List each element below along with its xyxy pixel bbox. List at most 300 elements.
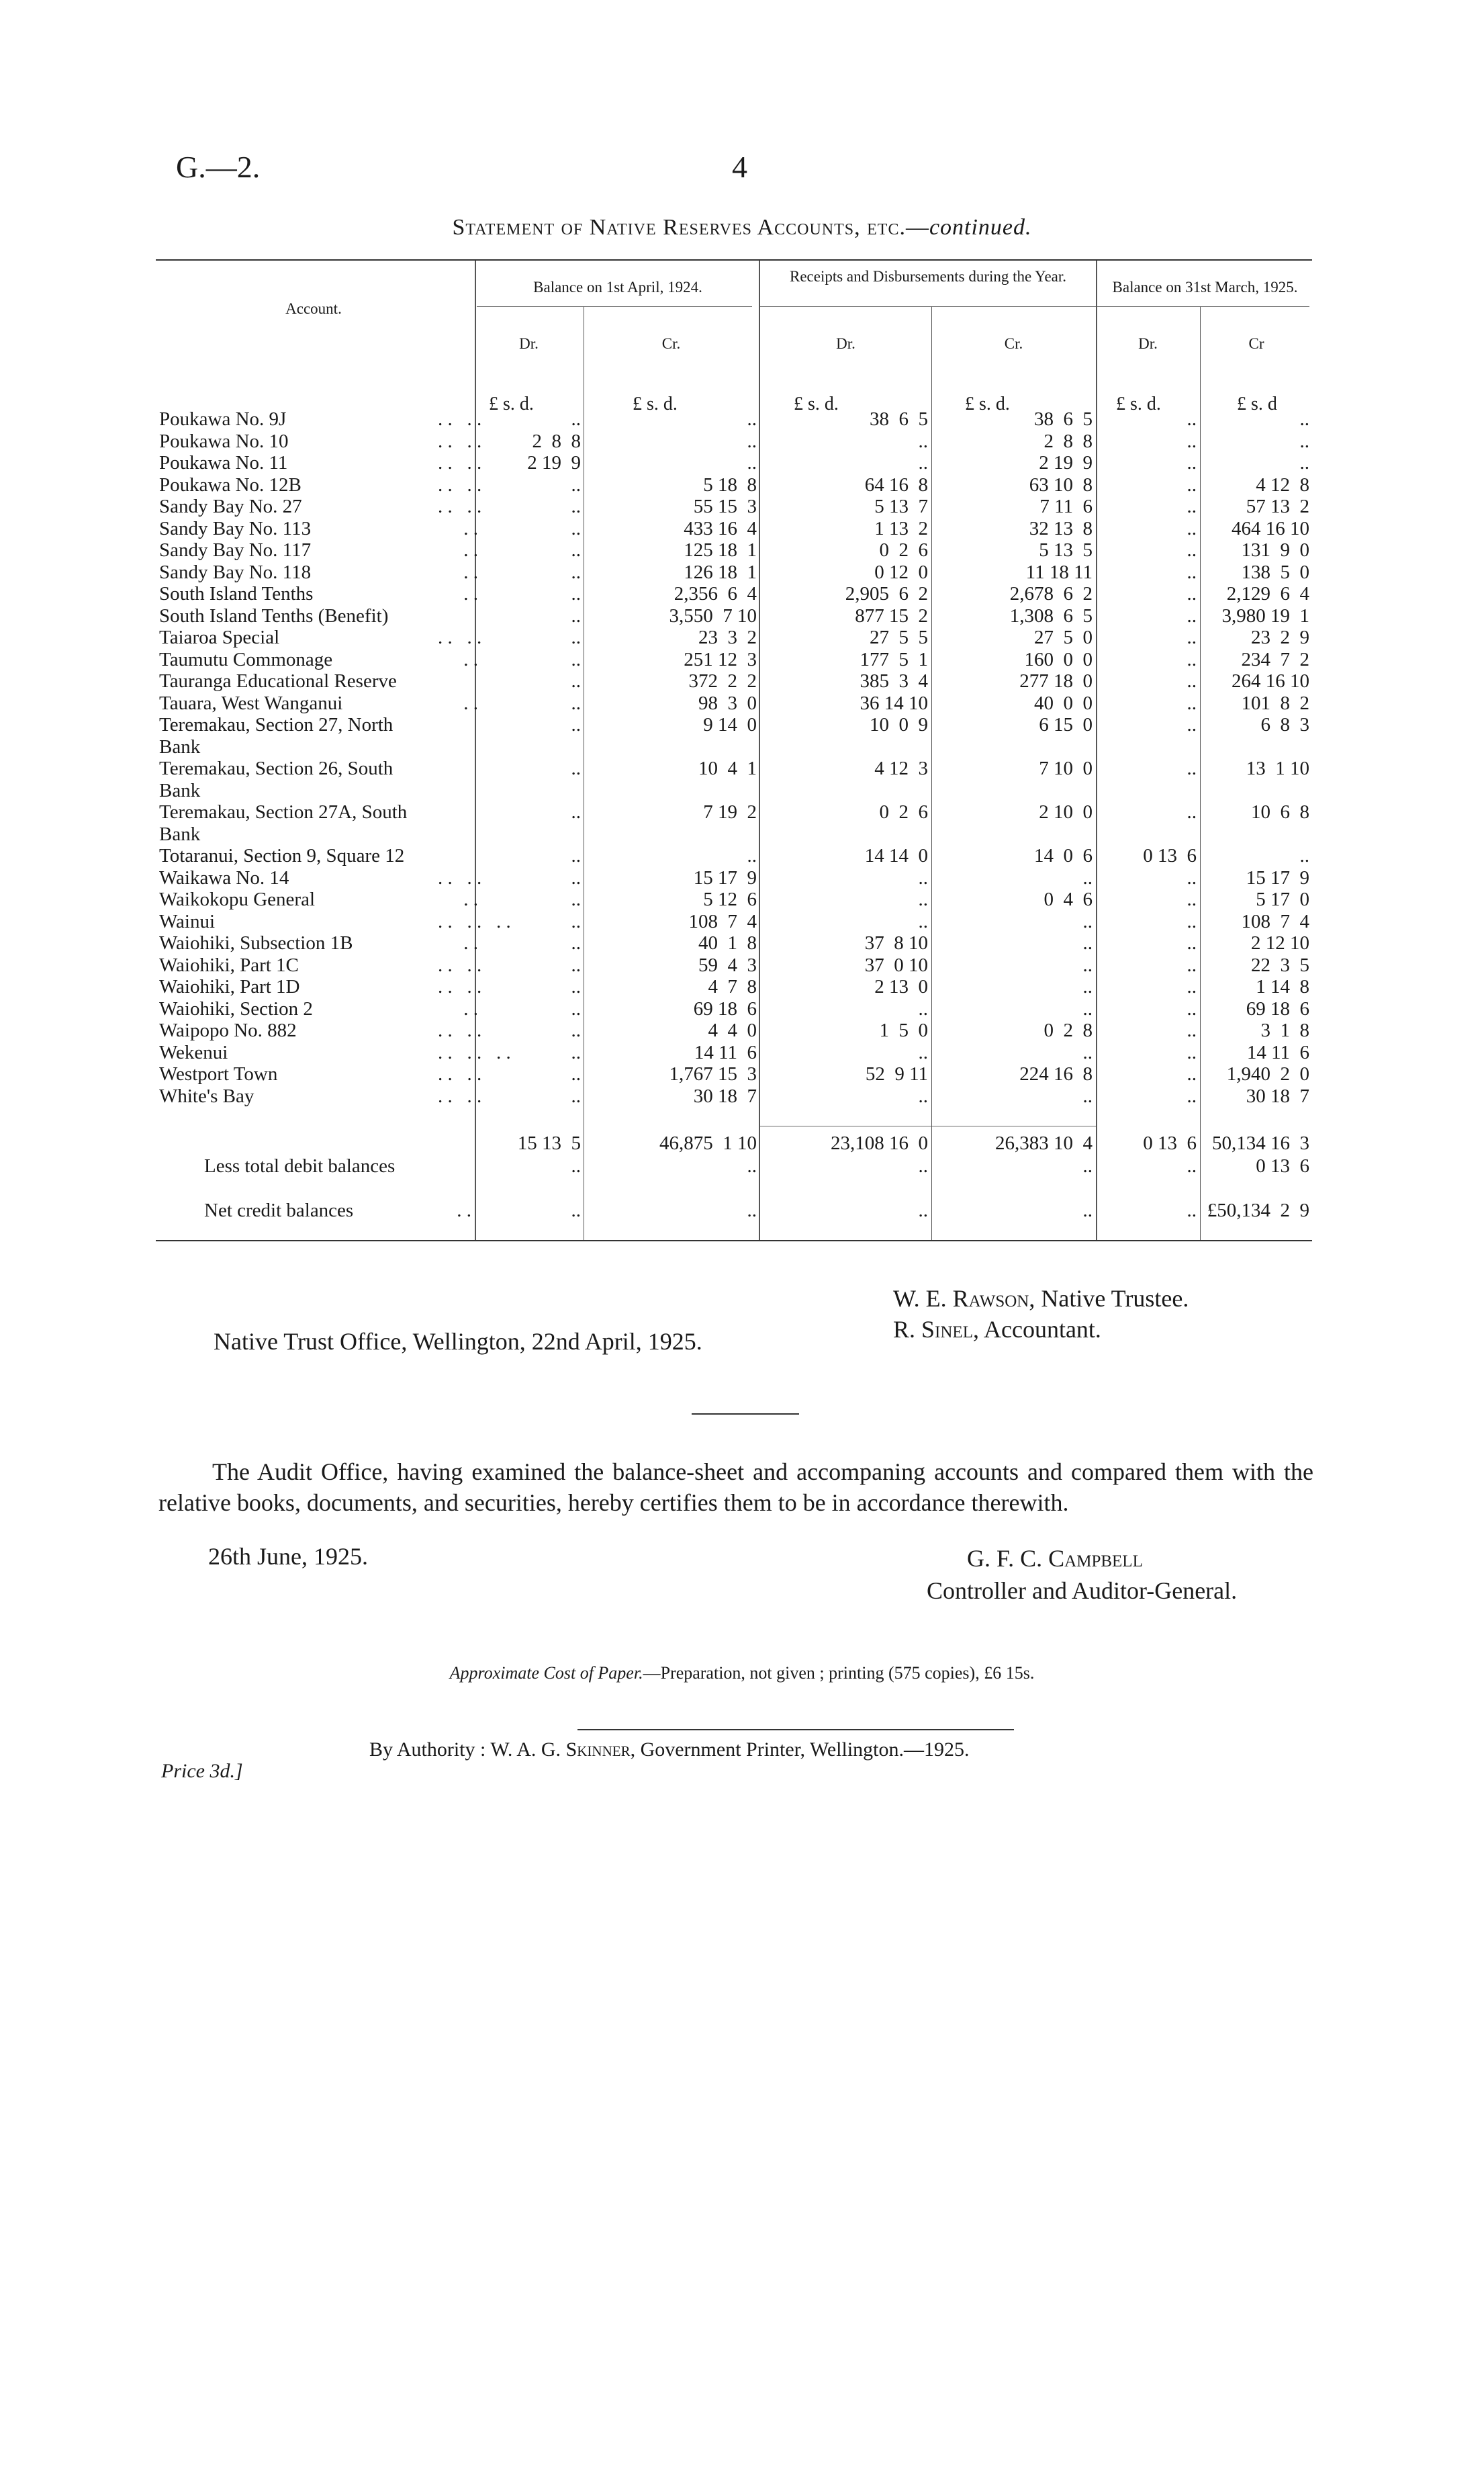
header-account: Account. bbox=[285, 300, 342, 317]
cell-start-dr: .. bbox=[571, 1020, 581, 1041]
cell-start-cr: .. bbox=[747, 430, 757, 452]
table-row bbox=[156, 1042, 1312, 1064]
cell-receipts-cr: 0 4 6 bbox=[1044, 889, 1093, 910]
cell-start-dr: .. bbox=[571, 474, 581, 496]
cell-start-dr: .. bbox=[571, 954, 581, 976]
leader-dots: . . . . bbox=[438, 627, 482, 648]
cell-end-dr: .. bbox=[1187, 954, 1197, 976]
accountant-name: Sinel bbox=[921, 1316, 973, 1343]
cell-start-cr: 125 18 1 bbox=[684, 539, 757, 561]
account-name: Waiohiki, Section 2 bbox=[159, 997, 313, 1020]
trustee-role: , Native Trustee. bbox=[1029, 1285, 1189, 1312]
cell-start-cr: 98 3 0 bbox=[698, 692, 757, 714]
table-row bbox=[156, 911, 1312, 933]
cell-end-cr: 22 3 5 bbox=[1251, 954, 1309, 976]
cell-receipts-cr: .. bbox=[1082, 932, 1093, 954]
signatories bbox=[893, 1283, 1189, 1345]
table-row bbox=[156, 496, 1312, 518]
currency-receipts-dr: £ s. d. bbox=[794, 394, 839, 414]
cell-start-dr: .. bbox=[571, 692, 581, 714]
cell-end-cr: 2,129 6 4 bbox=[1226, 583, 1309, 605]
cell-start-cr: 10 4 1 bbox=[698, 758, 757, 779]
audit-certificate: The Audit Office, having examined the balance-sheet and accompaning accounts and compared them with the relative books, documents, and securities, hereby certifies them to be in accordance therewith. bbox=[158, 1458, 1313, 1516]
account-name: White's Bay bbox=[159, 1085, 254, 1107]
cell-start-dr: .. bbox=[571, 605, 581, 627]
account-name: Totaranui, Section 9, Square 12 bbox=[159, 845, 405, 867]
cell-receipts-dr: .. bbox=[918, 430, 928, 452]
cell-end-dr: .. bbox=[1187, 1085, 1197, 1107]
cell-receipts-cr: .. bbox=[1082, 954, 1093, 976]
account-name: Wekenui bbox=[159, 1041, 228, 1063]
cell-receipts-cr: 0 2 8 bbox=[1044, 1020, 1093, 1041]
cell-start-dr: .. bbox=[571, 561, 581, 583]
page-number: 4 bbox=[732, 150, 747, 184]
cell-end-dr: .. bbox=[1187, 561, 1197, 583]
cell-receipts-cr: .. bbox=[1082, 867, 1093, 889]
cell-receipts-cr: 14 0 6 bbox=[1034, 845, 1093, 867]
cell-start-dr: 2 19 9 bbox=[527, 452, 581, 474]
leader-dots: . . . . bbox=[438, 452, 482, 474]
account-name: Teremakau, Section 26, South Bank bbox=[159, 758, 393, 801]
header-receipts-cr: Cr. bbox=[1004, 335, 1023, 352]
cell-end-dr: .. bbox=[1187, 1041, 1197, 1063]
table-row bbox=[156, 998, 1312, 1020]
table-row bbox=[156, 408, 1312, 431]
cell-end-dr: .. bbox=[1187, 692, 1197, 714]
account-name: Wainui bbox=[159, 910, 216, 932]
net-credit-label: Net credit balances bbox=[204, 1200, 354, 1221]
account-name: Taiaroa Special bbox=[159, 627, 280, 648]
cell-end-dr: .. bbox=[1187, 648, 1197, 670]
cell-start-cr: 14 11 6 bbox=[694, 1041, 757, 1063]
cell-start-dr: .. bbox=[571, 670, 581, 692]
table-row bbox=[156, 758, 1312, 801]
header-end-dr: Dr. bbox=[1138, 335, 1158, 352]
cell-receipts-cr: 277 18 0 bbox=[1019, 670, 1093, 692]
cell-start-cr: 55 15 3 bbox=[693, 496, 757, 517]
group-rule-end bbox=[1097, 306, 1309, 307]
authority-rule bbox=[577, 1729, 1014, 1730]
header-balance-end: Balance on 31st March, 1925. bbox=[1112, 279, 1298, 296]
account-name: Waipopo No. 882 bbox=[159, 1020, 297, 1041]
cell-receipts-cr: 7 11 6 bbox=[1039, 496, 1093, 517]
total-end-dr: 0 13 6 bbox=[1143, 1133, 1197, 1154]
cell-receipts-dr: .. bbox=[918, 867, 928, 889]
cell-receipts-cr: .. bbox=[1082, 997, 1093, 1020]
cell-end-cr: 1,940 2 0 bbox=[1226, 1063, 1309, 1085]
cell-start-dr: .. bbox=[571, 1085, 581, 1107]
leader-dots: . . . . . . bbox=[438, 910, 511, 932]
cell-end-cr: 464 16 10 bbox=[1232, 517, 1309, 539]
cell-end-cr: 15 17 9 bbox=[1246, 867, 1309, 889]
leader-dots: . . . . bbox=[438, 867, 482, 889]
cell-start-cr: 2,356 6 4 bbox=[674, 583, 757, 605]
account-name: Poukawa No. 11 bbox=[159, 452, 288, 474]
net-credit-dots: . . bbox=[457, 1200, 471, 1221]
net-end-cr: £50,134 2 9 bbox=[1207, 1200, 1309, 1221]
cell-end-dr: .. bbox=[1187, 430, 1197, 452]
cell-receipts-dr: .. bbox=[918, 889, 928, 910]
cell-end-dr: .. bbox=[1187, 670, 1197, 692]
cell-start-cr: .. bbox=[747, 845, 757, 867]
cell-start-dr: .. bbox=[571, 910, 581, 932]
cell-start-cr: 69 18 6 bbox=[693, 997, 757, 1020]
cell-start-dr: 2 8 8 bbox=[532, 430, 581, 452]
price: Price 3d.] bbox=[161, 1760, 243, 1782]
printer-authority bbox=[369, 1738, 970, 1761]
leader-dots: . . bbox=[463, 932, 478, 954]
account-name: Sandy Bay No. 118 bbox=[159, 561, 312, 583]
cell-receipts-dr: 37 8 10 bbox=[864, 932, 928, 954]
table-row bbox=[156, 431, 1312, 453]
cell-end-dr: .. bbox=[1187, 758, 1197, 779]
cell-start-cr: 5 18 8 bbox=[703, 474, 757, 496]
account-rows bbox=[156, 408, 1312, 1107]
net-start-cr: .. bbox=[747, 1200, 757, 1221]
table-row bbox=[156, 845, 1312, 867]
table-row bbox=[156, 955, 1312, 977]
account-name: Poukawa No. 10 bbox=[159, 430, 289, 452]
account-name: Teremakau, Section 27, North Bank bbox=[159, 714, 393, 758]
leader-dots: . . . . bbox=[438, 976, 482, 997]
table-row bbox=[156, 605, 1312, 627]
cell-receipts-dr: 64 16 8 bbox=[864, 474, 928, 496]
cell-receipts-dr: 38 6 5 bbox=[870, 408, 928, 430]
cell-start-dr: .. bbox=[571, 997, 581, 1020]
cell-end-dr: .. bbox=[1187, 976, 1197, 997]
cell-receipts-dr: 177 5 1 bbox=[860, 648, 928, 670]
group-rule-start bbox=[477, 306, 752, 307]
cell-receipts-dr: 385 3 4 bbox=[860, 670, 928, 692]
cell-receipts-cr: .. bbox=[1082, 1041, 1093, 1063]
leader-dots: . . . . bbox=[438, 1063, 482, 1085]
account-name: South Island Tenths bbox=[159, 583, 314, 605]
cell-end-cr: 138 5 0 bbox=[1241, 561, 1309, 583]
cell-start-dr: .. bbox=[571, 583, 581, 605]
table-row bbox=[156, 539, 1312, 562]
leader-dots: . . bbox=[463, 517, 478, 539]
table-row bbox=[156, 693, 1312, 715]
cell-receipts-dr: .. bbox=[918, 1085, 928, 1107]
leader-dots: . . bbox=[463, 583, 478, 605]
cell-start-dr: .. bbox=[571, 408, 581, 430]
title-main: Statement of Native Reserves Accounts, etc.— bbox=[452, 215, 929, 240]
header-start-cr: Cr. bbox=[661, 335, 681, 352]
title-continued: continued. bbox=[929, 215, 1032, 240]
header-balance-start: Balance on 1st April, 1924. bbox=[533, 279, 702, 296]
signatory-accountant bbox=[893, 1314, 1189, 1345]
header-start-dr: Dr. bbox=[519, 335, 539, 352]
cell-receipts-cr: 27 5 0 bbox=[1034, 627, 1093, 648]
header-receipts: Receipts and Disbursements during the Year. bbox=[789, 268, 1067, 285]
cell-end-cr: 30 18 7 bbox=[1246, 1085, 1309, 1107]
total-start-dr: 15 13 5 bbox=[517, 1133, 581, 1154]
leader-dots: . . . . . . bbox=[438, 1041, 511, 1063]
table-row bbox=[156, 583, 1312, 605]
cell-receipts-dr: .. bbox=[918, 452, 928, 474]
currency-end-dr: £ s. d. bbox=[1116, 394, 1161, 414]
cell-receipts-dr: 10 0 9 bbox=[870, 714, 928, 736]
cell-start-cr: 126 18 1 bbox=[684, 561, 757, 583]
group-rule-receipts bbox=[760, 306, 1096, 307]
cell-start-dr: .. bbox=[571, 801, 581, 823]
table-row bbox=[156, 518, 1312, 540]
statement-table bbox=[156, 259, 1312, 1247]
cell-end-cr: 1 14 8 bbox=[1256, 976, 1309, 997]
cell-start-dr: .. bbox=[571, 1041, 581, 1063]
cell-end-cr: 13 1 10 bbox=[1246, 758, 1309, 779]
account-name: South Island Tenths (Benefit) bbox=[159, 605, 389, 627]
table-row bbox=[156, 867, 1312, 889]
cell-receipts-cr: 40 0 0 bbox=[1034, 692, 1093, 714]
cell-receipts-cr: 11 18 11 bbox=[1025, 561, 1093, 583]
table-top-rule bbox=[156, 259, 1312, 261]
cell-end-cr: 4 12 8 bbox=[1256, 474, 1309, 496]
printer-name: Skinner bbox=[565, 1738, 631, 1761]
cell-start-dr: .. bbox=[571, 627, 581, 648]
cell-start-cr: 372 2 2 bbox=[688, 670, 757, 692]
table-row bbox=[156, 1085, 1312, 1108]
cell-start-dr: .. bbox=[571, 976, 581, 997]
cell-receipts-cr: 5 13 5 bbox=[1039, 539, 1093, 561]
leader-dots: . . . . bbox=[438, 408, 482, 430]
cell-start-cr: 40 1 8 bbox=[698, 932, 757, 954]
cell-end-cr: 3,980 19 1 bbox=[1221, 605, 1309, 627]
audit-date: 26th June, 1925. bbox=[208, 1543, 368, 1570]
cell-start-dr: .. bbox=[571, 517, 581, 539]
cell-start-dr: .. bbox=[571, 867, 581, 889]
cell-end-dr: .. bbox=[1187, 496, 1197, 517]
cell-receipts-dr: 52 9 11 bbox=[865, 1063, 928, 1085]
signatory-trustee bbox=[893, 1283, 1189, 1314]
cell-start-dr: .. bbox=[571, 932, 581, 954]
printer-detail: , Government Printer, Wellington.—1925. bbox=[630, 1738, 970, 1761]
table-row bbox=[156, 801, 1312, 845]
less-start-dr: .. bbox=[571, 1155, 581, 1177]
net-receipts-cr: .. bbox=[1082, 1200, 1093, 1221]
cost-of-paper bbox=[0, 1663, 1484, 1683]
cell-receipts-dr: 877 15 2 bbox=[855, 605, 928, 627]
cell-end-cr: .. bbox=[1299, 452, 1309, 474]
cell-receipts-dr: 37 0 10 bbox=[864, 954, 928, 976]
account-name: Waikokopu General bbox=[159, 889, 315, 910]
cell-receipts-cr: 2,678 6 2 bbox=[1009, 583, 1093, 605]
table-row bbox=[156, 452, 1312, 474]
total-receipts-dr: 23,108 16 0 bbox=[831, 1133, 928, 1154]
cell-start-cr: 9 14 0 bbox=[703, 714, 757, 736]
cell-end-cr: 264 16 10 bbox=[1232, 670, 1309, 692]
leader-dots: . . bbox=[463, 539, 478, 561]
cell-start-cr: 3,550 7 10 bbox=[669, 605, 757, 627]
cell-end-cr: 2 12 10 bbox=[1251, 932, 1309, 954]
account-name: Tauranga Educational Reserve bbox=[159, 670, 397, 692]
cell-start-dr: .. bbox=[571, 714, 581, 736]
cell-receipts-dr: 0 12 0 bbox=[874, 561, 928, 583]
cell-start-cr: 433 16 4 bbox=[684, 517, 757, 539]
cell-end-cr: .. bbox=[1299, 845, 1309, 867]
cell-receipts-cr: 6 15 0 bbox=[1039, 714, 1093, 736]
cell-receipts-dr: 2 13 0 bbox=[874, 976, 928, 997]
less-receipts-dr: .. bbox=[918, 1155, 928, 1177]
cell-start-cr: 15 17 9 bbox=[693, 867, 757, 889]
header-receipts-dr: Dr. bbox=[836, 335, 855, 352]
cell-start-dr: .. bbox=[571, 648, 581, 670]
auditor-initials: G. F. C. bbox=[967, 1545, 1049, 1572]
auditor-name-line bbox=[927, 1542, 1237, 1574]
account-name: Poukawa No. 9J bbox=[159, 408, 287, 430]
trustee-name: Rawson bbox=[952, 1285, 1029, 1312]
cell-start-cr: 4 4 0 bbox=[708, 1020, 757, 1041]
cell-end-cr: .. bbox=[1299, 408, 1309, 430]
leader-dots: . . . . bbox=[438, 496, 482, 517]
account-name: Tauara, West Wanganui bbox=[159, 692, 343, 714]
leader-dots: . . . . bbox=[438, 1020, 482, 1041]
cell-receipts-cr: 1,308 6 5 bbox=[1009, 605, 1093, 627]
less-receipts-cr: .. bbox=[1082, 1155, 1093, 1177]
cell-end-cr: 101 8 2 bbox=[1241, 692, 1309, 714]
account-name: Poukawa No. 12B bbox=[159, 474, 302, 496]
cell-end-cr: .. bbox=[1299, 430, 1309, 452]
table-row bbox=[156, 670, 1312, 693]
account-name: Waiohiki, Part 1C bbox=[159, 954, 299, 976]
auditor-name: Campbell bbox=[1048, 1545, 1143, 1572]
cell-receipts-cr: 32 13 8 bbox=[1029, 517, 1093, 539]
cell-receipts-dr: 1 13 2 bbox=[874, 517, 928, 539]
authority-prefix: By Authority : bbox=[369, 1738, 491, 1761]
table-row bbox=[156, 474, 1312, 496]
leader-dots: . . bbox=[463, 561, 478, 583]
cell-end-dr: 0 13 6 bbox=[1143, 845, 1197, 867]
cell-receipts-cr: 38 6 5 bbox=[1034, 408, 1093, 430]
cell-receipts-cr: .. bbox=[1082, 976, 1093, 997]
leader-dots: . . . . bbox=[438, 430, 482, 452]
account-name: Sandy Bay No. 117 bbox=[159, 539, 312, 561]
leader-dots: . . . . bbox=[438, 1085, 482, 1107]
leader-dots: . . bbox=[463, 648, 478, 670]
cost-label: Approximate Cost of Paper. bbox=[449, 1663, 643, 1683]
cost-detail: —Preparation, not given ; printing (575 copies), £6 15s. bbox=[643, 1663, 1035, 1683]
cell-end-dr: .. bbox=[1187, 474, 1197, 496]
cell-receipts-cr: 2 10 0 bbox=[1039, 801, 1093, 823]
cell-end-cr: 10 6 8 bbox=[1251, 801, 1309, 823]
trustee-initials: W. E. bbox=[893, 1285, 953, 1312]
cell-start-cr: 23 3 2 bbox=[698, 627, 757, 648]
account-name: Waiohiki, Part 1D bbox=[159, 976, 300, 997]
cell-end-dr: .. bbox=[1187, 1063, 1197, 1085]
cell-start-dr: .. bbox=[571, 496, 581, 517]
cell-receipts-cr: 7 10 0 bbox=[1039, 758, 1093, 779]
table-row bbox=[156, 1063, 1312, 1085]
cell-start-dr: .. bbox=[571, 758, 581, 779]
office-dateline: Native Trust Office, Wellington, 22nd April, 1925. bbox=[214, 1328, 702, 1355]
cell-start-cr: .. bbox=[747, 452, 757, 474]
cell-receipts-dr: 5 13 7 bbox=[874, 496, 928, 517]
cell-receipts-cr: 2 8 8 bbox=[1044, 430, 1093, 452]
table-row bbox=[156, 889, 1312, 911]
cell-end-dr: .. bbox=[1187, 910, 1197, 932]
cell-end-cr: 108 7 4 bbox=[1241, 910, 1309, 932]
less-end-cr: 0 13 6 bbox=[1256, 1155, 1309, 1177]
cell-end-cr: 6 8 3 bbox=[1260, 714, 1309, 736]
cell-end-dr: .. bbox=[1187, 627, 1197, 648]
cell-receipts-dr: 4 12 3 bbox=[874, 758, 928, 779]
cell-end-cr: 14 11 6 bbox=[1246, 1041, 1309, 1063]
cell-start-cr: 7 19 2 bbox=[703, 801, 757, 823]
cell-start-cr: 59 4 3 bbox=[698, 954, 757, 976]
cell-receipts-cr: 2 19 9 bbox=[1039, 452, 1093, 474]
cell-receipts-dr: .. bbox=[918, 1041, 928, 1063]
cell-receipts-dr: 2,905 6 2 bbox=[845, 583, 928, 605]
cell-receipts-dr: 36 14 10 bbox=[860, 692, 928, 714]
cell-start-cr: 1,767 15 3 bbox=[669, 1063, 757, 1085]
accountant-initials: R. bbox=[893, 1316, 922, 1343]
account-name: Taumutu Commonage bbox=[159, 648, 333, 670]
section-divider bbox=[692, 1413, 799, 1415]
cell-receipts-cr: 224 16 8 bbox=[1019, 1063, 1093, 1085]
less-debit-label: Less total debit balances bbox=[204, 1155, 396, 1177]
leader-dots: . . bbox=[463, 997, 478, 1020]
total-end-cr: 50,134 16 3 bbox=[1212, 1133, 1309, 1154]
currency-start-dr: £ s. d. bbox=[489, 394, 534, 414]
cell-receipts-cr: 160 0 0 bbox=[1024, 648, 1093, 670]
cell-start-cr: .. bbox=[747, 408, 757, 430]
document-reference: G.—2. bbox=[176, 150, 261, 184]
table-row bbox=[156, 562, 1312, 584]
cell-start-dr: .. bbox=[571, 539, 581, 561]
table-row bbox=[156, 932, 1312, 955]
cell-start-cr: 108 7 4 bbox=[688, 910, 757, 932]
cell-receipts-dr: .. bbox=[918, 997, 928, 1020]
table-row bbox=[156, 627, 1312, 649]
account-name: Waiohiki, Subsection 1B bbox=[159, 932, 353, 954]
cell-end-cr: 5 17 0 bbox=[1256, 889, 1309, 910]
cell-start-dr: .. bbox=[571, 1063, 581, 1085]
auditor-title: Controller and Auditor-General. bbox=[927, 1577, 1238, 1604]
total-start-cr: 46,875 1 10 bbox=[659, 1133, 757, 1154]
cell-receipts-dr: 27 5 5 bbox=[870, 627, 928, 648]
less-start-cr: .. bbox=[747, 1155, 757, 1177]
leader-dots: . . bbox=[463, 692, 478, 714]
printer-initials: W. A. G. bbox=[490, 1738, 566, 1761]
account-name: Teremakau, Section 27A, South Bank bbox=[159, 801, 408, 845]
cell-start-dr: .. bbox=[571, 889, 581, 910]
cell-end-cr: 69 18 6 bbox=[1246, 997, 1309, 1020]
cell-receipts-cr: 63 10 8 bbox=[1029, 474, 1093, 496]
net-end-dr: .. bbox=[1187, 1200, 1197, 1221]
cell-receipts-dr: .. bbox=[918, 910, 928, 932]
table-row bbox=[156, 714, 1312, 758]
cell-end-cr: 23 2 9 bbox=[1251, 627, 1309, 648]
account-name: Westport Town bbox=[159, 1063, 278, 1085]
cell-receipts-dr: 14 14 0 bbox=[864, 845, 928, 867]
cell-end-cr: 131 9 0 bbox=[1241, 539, 1309, 561]
cell-receipts-cr: .. bbox=[1082, 910, 1093, 932]
leader-dots: . . . . bbox=[438, 954, 482, 976]
cell-end-cr: 234 7 2 bbox=[1241, 648, 1309, 670]
cell-receipts-cr: .. bbox=[1082, 1085, 1093, 1107]
header-end-cr: Cr bbox=[1248, 335, 1264, 352]
cell-start-cr: 4 7 8 bbox=[708, 976, 757, 997]
cell-end-dr: .. bbox=[1187, 801, 1197, 823]
cell-receipts-dr: 0 2 6 bbox=[879, 539, 928, 561]
cell-end-dr: .. bbox=[1187, 714, 1197, 736]
cell-end-dr: .. bbox=[1187, 408, 1197, 430]
cell-end-dr: .. bbox=[1187, 867, 1197, 889]
auditor-signature bbox=[927, 1542, 1237, 1607]
cell-start-cr: 5 12 6 bbox=[703, 889, 757, 910]
accountant-role: , Accountant. bbox=[972, 1316, 1101, 1343]
net-receipts-dr: .. bbox=[918, 1200, 928, 1221]
